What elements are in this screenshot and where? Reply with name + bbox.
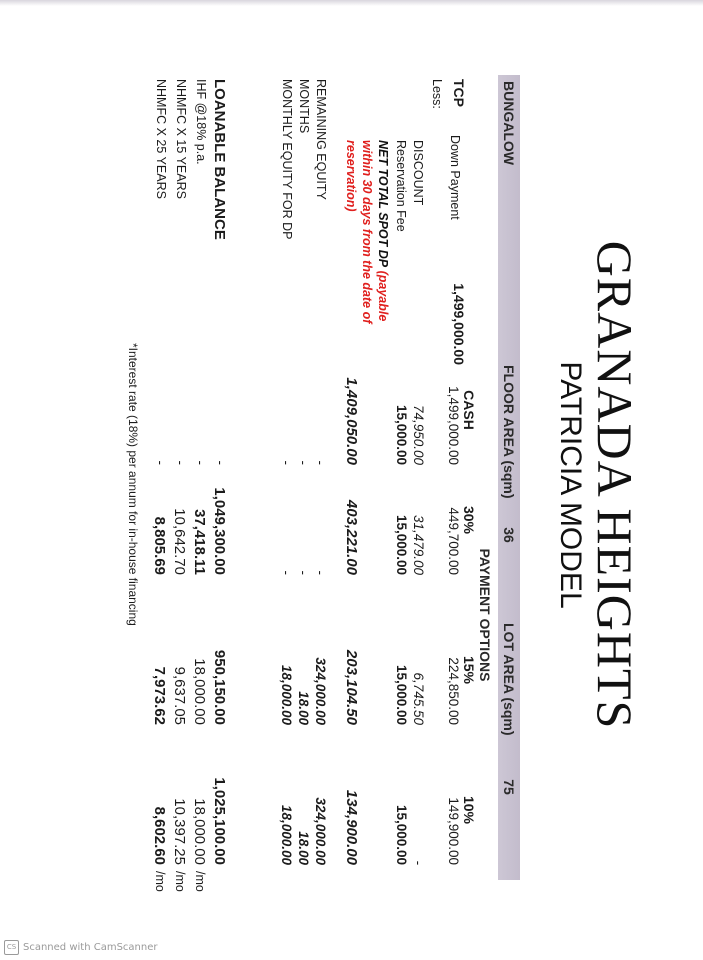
remeq-cash: - (313, 460, 328, 465)
price-sheet (62, 35, 652, 935)
resfee-10: 15,000.00 (394, 804, 409, 865)
less-label: Less: (430, 79, 444, 109)
scan-edge (0, 0, 703, 6)
lot-area-value: 75 (501, 779, 517, 795)
months-15: 18.00 (296, 691, 311, 725)
resfee-15: 15,000.00 (394, 664, 409, 725)
loan-15: 950,150.00 (211, 649, 228, 725)
n25-30: 8,805.69 (151, 516, 168, 575)
n15-unit: /mo (173, 871, 187, 892)
dp-cash: 1,499,000.00 (446, 386, 461, 465)
months-label: MONTHS (297, 79, 311, 134)
down-payment-label: Down Payment (448, 135, 462, 220)
house-type: BUNGALOW (501, 81, 517, 165)
tcp-value: 1,499,000.00 (451, 283, 467, 365)
ihf-10: 18,000.00 (191, 798, 208, 865)
lot-area-label: LOT AREA (sqm) (501, 623, 517, 736)
remeq-30: - (313, 570, 328, 575)
remeq-15: 324,000.00 (313, 657, 328, 725)
mothequity-30: - (279, 570, 294, 575)
floor-area-value: 36 (501, 527, 517, 543)
mothequity-10: 18,000.00 (279, 804, 294, 865)
tcp-label: TCP (451, 79, 467, 107)
floor-area-label: FLOOR AREA (sqm) (501, 365, 517, 499)
col-header-15: 15% (461, 655, 477, 685)
page-title: GRANADA HEIGHTS (587, 240, 643, 730)
ihf-15: 18,000.00 (191, 658, 208, 725)
nhmfc15-label: NHMFC X 15 YEARS (174, 79, 188, 199)
ihf-unit: /mo (193, 871, 207, 892)
camscanner-watermark (4, 940, 158, 955)
loan-cash: - (213, 460, 228, 465)
n25-10: 8,602.60 (151, 806, 168, 865)
n25-cash: - (153, 460, 168, 465)
dp-10: 149,900.00 (446, 797, 461, 865)
n15-15: 9,637.05 (171, 666, 188, 725)
net-spot-dp-note-1: (payable (376, 270, 390, 322)
col-header-10: 10% (461, 795, 477, 825)
nhmfc25-label: NHMFC X 25 YEARS (154, 79, 168, 199)
months-cash: - (296, 460, 311, 465)
resfee-cash: 15,000.00 (394, 404, 409, 465)
page-subtitle: PATRICIA MODEL (554, 361, 587, 609)
camscanner-logo-icon: CS (4, 940, 19, 955)
months-10: 18.00 (296, 831, 311, 865)
camscanner-label: Scanned with CamScanner (23, 942, 158, 953)
discount-cash: 74,950.00 (411, 404, 426, 465)
net-spot-dp-note-3: reservation) (344, 140, 358, 212)
col-header-30: 30% (461, 505, 477, 535)
remeq-10: 324,000.00 (313, 797, 328, 865)
n25-unit: /mo (153, 871, 167, 892)
discount-30: 31,479.00 (411, 514, 426, 575)
resfee-30: 15,000.00 (394, 514, 409, 575)
ihf-label: IHF @18% p.a. (194, 79, 208, 165)
reservation-fee-label: Reservation Fee (394, 140, 408, 232)
remaining-equity-label: REMAINING EQUITY (314, 79, 328, 200)
net-spot-dp-note-2: within 30 days from the date of (360, 140, 374, 324)
n15-10: 10,397.25 (171, 798, 188, 865)
mothequity-15: 18,000.00 (279, 664, 294, 725)
n15-30: 10,642.70 (171, 508, 188, 575)
interest-footnote: *Interest rate (18%) per annum for in-house financing (126, 343, 140, 626)
net-spot-dp-title: NET TOTAL SPOT DP (376, 140, 390, 268)
ihf-30: 37,418.11 (191, 509, 208, 575)
mothequity-cash: - (279, 460, 294, 465)
net-spot-dp-label (377, 140, 390, 321)
dp-15: 224,850.00 (446, 657, 461, 725)
discount-10: - (411, 860, 426, 865)
discount-15: 6,745.50 (411, 672, 426, 725)
months-30: - (296, 570, 311, 575)
dp-30: 449,700.00 (446, 507, 461, 575)
n25-15: 7,973.62 (151, 666, 168, 725)
loanable-balance-label: LOANABLE BALANCE (211, 79, 228, 240)
col-header-cash: CASH (461, 390, 477, 430)
ihf-cash: - (193, 460, 208, 465)
loan-10: 1,025,100.00 (211, 777, 228, 865)
netdp-30: 403,221.00 (343, 499, 360, 575)
n15-cash: - (173, 460, 188, 465)
netdp-15: 203,104.50 (343, 649, 360, 725)
payment-options-label: PAYMENT OPTIONS (477, 548, 493, 682)
loan-30: 1,049,300.00 (211, 487, 228, 575)
discount-label: DISCOUNT (411, 140, 425, 206)
monthly-equity-label: MONTHLY EQUITY FOR DP (280, 79, 294, 240)
netdp-cash: 1,409,050.00 (343, 377, 360, 465)
netdp-10: 134,900.00 (343, 789, 360, 865)
